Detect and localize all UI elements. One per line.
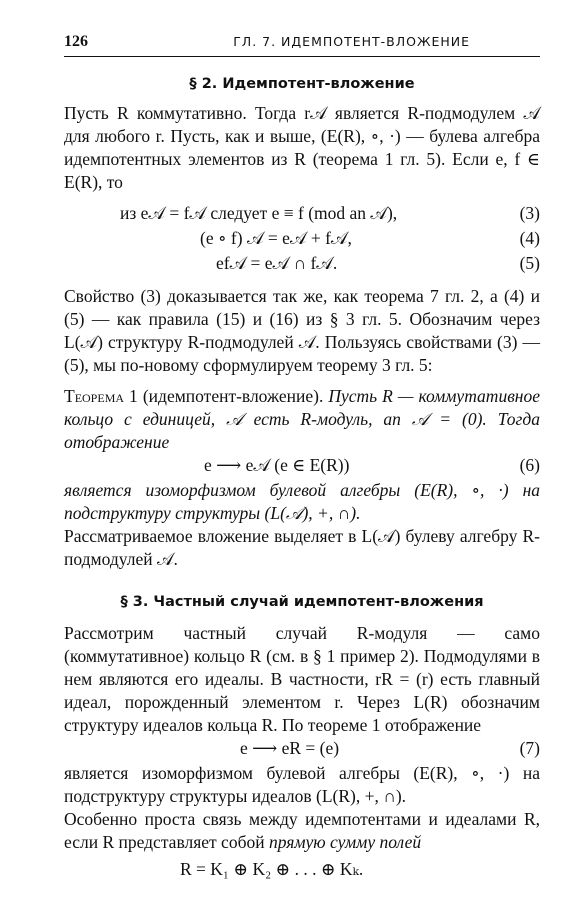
equation-4-formula: (e ∘ f) 𝒜 = e𝒜 + f𝒜,	[200, 228, 352, 248]
equation-direct-sum	[64, 858, 540, 883]
section-3-paragraph-2: является изоморфизмом булевой алгебры (E(R), ∘, ·) на подструктуру структуры идеалов (L(R), +, ∩).	[64, 763, 540, 806]
equation-7-formula: e ⟶ eR = (e)	[240, 738, 340, 758]
section-3-paragraph-1: Рассмотрим частный случай R-модуля — само (коммутативное) кольцо R (см. в § 1 пример 2). Подмодулями в нем являются его идеалы. В частности, rR = (r) есть главный идеал, порожденный элементом r. Через L(R) обозначим структуру идеалов кольца R. По теореме 1 отображение	[64, 623, 540, 735]
section-3-paragraph-3	[64, 808, 540, 854]
page-number: 126	[64, 33, 88, 50]
equation-5-formula: ef𝒜 = e𝒜 ∩ f𝒜.	[216, 253, 338, 273]
section-3-title: § 3. Частный случай идемпотент-вложения	[120, 594, 484, 610]
equation-5-number: (5)	[519, 253, 540, 273]
section-2-paragraph-2: Свойство (3) доказывается так же, как теорема 7 гл. 2, а (4) и (5) — как правила (15) и (16) из § 3 гл. 5. Обозначим через L(𝒜) структуру R-подмодулей 𝒜. Пользуясь свойствами (3) — (5), мы по-новому сформулируем теорему 3 гл. 5:	[64, 286, 540, 375]
running-title: ГЛ. 7. ИДЕМПОТЕНТ-ВЛОЖЕНИЕ	[233, 34, 470, 49]
equation-4	[64, 227, 540, 252]
section-2-paragraph-3: Рассматриваемое вложение выделяет в L(𝒜) булеву алгебру R-подмодулей 𝒜.	[64, 526, 540, 569]
equation-6-formula: e ⟶ e𝒜 (e ∈ E(R))	[204, 455, 350, 475]
direct-sum-of-fields-phrase: прямую сумму полей	[268, 832, 422, 852]
theorem-1	[64, 385, 540, 454]
equation-direct-sum-formula: R = K₁ ⊕ K₂ ⊕ . . . ⊕ Kₖ.	[180, 859, 364, 879]
equation-7-number: (7)	[519, 738, 540, 758]
theorem-1-conclusion: является изоморфизмом булевой алгебры (E(R), ∘, ·) на подструктуру структуры (L(𝒜), +, ∩).	[64, 480, 540, 523]
equation-6-number: (6)	[519, 455, 540, 475]
equation-7	[64, 737, 540, 762]
equation-3-number: (3)	[519, 203, 540, 223]
section-3-paragraph-3-text: Особенно проста связь между идемпотентами и идеалами R, если R представляет собой	[64, 809, 540, 852]
equation-5	[64, 252, 540, 277]
section-2-paragraph-1: Пусть R коммутативно. Тогда r𝒜 является R-подмодулем 𝒜 для любого r. Пусть, как и выше, (E(R), ∘, ·) — булева алгебра идемпотентных элементов из R (теорема 1 гл. 5). Если e, f ∈ E(R), то	[64, 103, 540, 192]
equation-3	[64, 202, 540, 227]
theorem-1-name: (идемпотент-вложение).	[137, 386, 329, 406]
equation-3-formula: из e𝒜 = f𝒜 следует e ≡ f (mod an 𝒜),	[120, 203, 398, 223]
section-2-title: § 2. Идемпотент-вложение	[189, 76, 415, 92]
page-header	[64, 30, 540, 57]
equation-4-number: (4)	[519, 228, 540, 248]
theorem-1-label: Теорема 1	[64, 386, 138, 406]
theorem-1-body: Пусть R — коммутативное кольцо с единицей, 𝒜 есть R-модуль, an 𝒜 = (0). Тогда отображение	[64, 386, 540, 452]
equation-6	[64, 454, 540, 479]
